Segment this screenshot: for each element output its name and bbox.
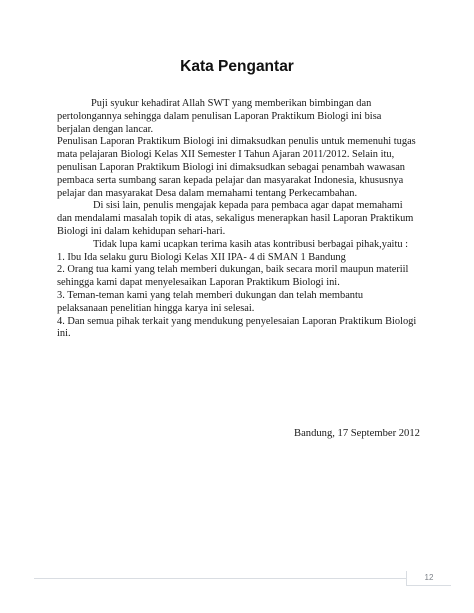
list-item: 2. Orang tua kami yang telah memberi dukungan, baik secara moril maupun materiil — [57, 264, 409, 276]
list-item-continuation: pelaksanaan penelitian hingga karya ini selesai. — [57, 302, 255, 314]
list-item-continuation: ini. — [57, 328, 71, 340]
signoff-place-date: Bandung, 17 September 2012 — [294, 428, 420, 439]
document-body — [57, 98, 432, 341]
footer-divider — [34, 578, 406, 579]
paragraph-line: Tidak lupa kami ucapkan terima kasih atas kontribusi berbagai pihak,yaitu : — [93, 238, 409, 250]
paragraph-line: Di sisi lain, penulis mengajak kepada para pembaca agar dapat memahami — [93, 200, 403, 212]
list-item: 1. Ibu Ida selaku guru Biologi Kelas XII IPA- 4 di SMAN 1 Bandung — [57, 251, 346, 263]
paragraph-line: pelajar dan masyarakat Desa dalam memahami tentang Perkecambahan. — [57, 187, 358, 199]
page-title: Kata Pengantar — [180, 58, 294, 75]
paragraph-line: Biologi ini dalam kehidupan sehari-hari. — [57, 225, 226, 237]
paragraph-line: berjalan dengan lancar. — [57, 123, 154, 135]
paragraph-line: Penulisan Laporan Praktikum Biologi ini dimaksudkan penulis untuk memenuhi tugas — [57, 136, 416, 148]
list-item-continuation: sehingga kami dapat menyelesaikan Laporan Praktikum Biologi ini. — [57, 277, 340, 289]
list-item: 3. Teman-teman kami yang telah memberi dukungan dan telah membantu — [57, 289, 364, 301]
paragraph-line: pembaca serta sumbang saran kepada pelajar dan masyarakat Indonesia, khususnya — [57, 174, 404, 186]
paragraph-line: mata pelajaran Biologi Kelas XII Semester I Tahun Ajaran 2011/2012. Selain itu, — [57, 149, 395, 161]
paragraph-line: dan mendalami masalah topik di atas, sekaligus menerapkan hasil Laporan Praktikum — [57, 213, 414, 225]
list-item: 4. Dan semua pihak terkait yang mendukung penyelesaian Laporan Praktikum Biologi — [57, 315, 417, 327]
paragraph-line: penulisan Laporan Praktikum Biologi ini dimaksudkan sebagai penambah wawasan — [57, 161, 406, 173]
paragraph-line: pertolongannya sehingga dalam penulisan Laporan Praktikum Biologi ini bisa — [57, 110, 382, 122]
page-number: 12 — [406, 571, 451, 586]
paragraph-line: Puji syukur kehadirat Allah SWT yang memberikan bimbingan dan — [91, 98, 372, 109]
